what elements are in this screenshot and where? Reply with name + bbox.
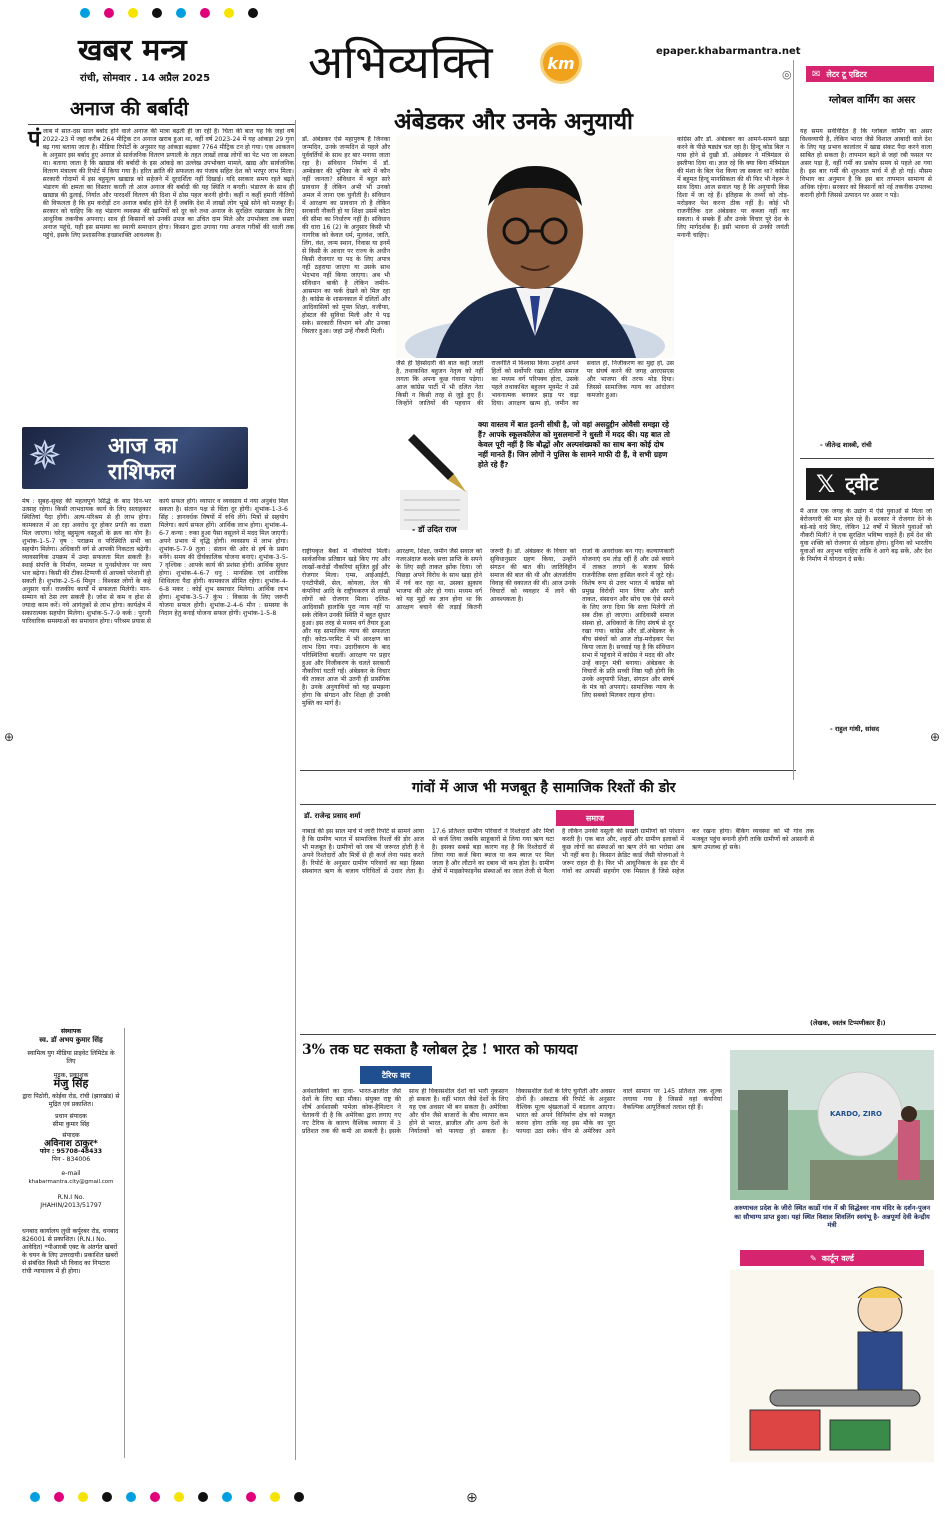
trade-tag-label: टैरिफ वार bbox=[381, 1070, 411, 1080]
ambedkar-col-b: राष्ट्रीयकृत बैंकों में नौकरियां मिलीं। सार्वजनिक प्रतिष्ठान खड़े किए गए और लाखों-करोड़ों नौकरियां सृजित हुईं और रोजगार मिला। एम्स, आईआईटी, एनटीपीसी, सेल, कोयला, तेल की कंपनियां आदि के राष्ट्रीयकरण से लाखों लोगों को रोजगार मिला। दलित-आदिवासी हालांकि पूरा न्याय नहीं पा सके लेकिन उनकी स्थिति में बहुत सुधार हुआ। इस तरह से मध्यम वर्ग तैयार हुआ और यह सामाजिक न्याय की सफलता रही। कोटा-परमिट में भी आरक्षण का लाभ दिया गया। उदारीकरण के बाद परिस्थितियां बदलीं। आरक्षण पर प्रहार हुआ और निजीकरण के चलते सरकारी नौकरियां घटती गईं। अंबेडकर के विचार की ताकत आज भी उतनी ही प्रासंगिक है। उनके अनुयायियों को यह समझना होगा कि संगठन और शिक्षा ही उनकी मुक्ति का मार्ग है। bbox=[302, 548, 390, 707]
fountain-pen-icon bbox=[396, 420, 472, 538]
imprint-chief-editor: सीमा कुमार सिंह bbox=[52, 1121, 90, 1128]
ambedkar-headline: अंबेडकर और उनके अनुयायी bbox=[394, 108, 634, 135]
tweet-body: मैं आज एक जगह के उद्योग में ऐसे युवाओं से मिला जो बेरोजगारी की मार झेल रहे हैं। सरकार ने रोजगार देने के बड़े-बड़े वादे किए, लेकिन 12 वर्षों में कितने युवाओं को नौकरी मिली? वे एक सुरक्षित भविष्य चाहते हैं। हमें देश की युवा शक्ति को रोजगार से जोड़ना होगा। दुनिया को भारतीय युवाओं का अनुभव चाहिए ताकि वे आगे बढ़ सकें, और देश के निर्माण में योगदान दे सकें। bbox=[800, 508, 932, 563]
ambedkar-col-a: डॉ. अंबेडकर ऐसे महापुरुष हैं जिनका जन्मदिन, उनके जन्मदिन से पहले और पूर्ववर्तियों के साथ हर बार मनाया जाता रहा है। संविधान निर्माण में डॉ. अम्बेडकर की भूमिका के बारे में कौन नहीं जानता? संविधान में बहुत सारे प्रावधान हैं लेकिन अभी भी उनको अमल में लाना एक चुनौती है। संविधान में आरक्षण का प्रावधान तो है लेकिन सरकारी नौकरी हो या शिक्षा उसमें कोटा की सीमा का निर्धारण नहीं है। संविधान की धारा 16 (2) के अनुसार किसी भी नागरिक को केवल धर्म, मूलवंश, जाति, लिंग, वंश, जन्म स्थान, निवास या इनमें से किसी के आधार पर राज्य के अधीन किसी रोजगार या पद के लिए अपात्र नहीं ठहराया जाएगा या उसके साथ भेदभाव नहीं किया जाएगा। अब भी संविधान बाकी है लेकिन जमीन-आसमान का फर्क देखने को मिल रहा है। कांग्रेस के शासनकाल में दलितों और आदिवासियों को मुफ्त शिक्षा, वजीफा, होस्टल की सुविधा मिली और ये पढ़ सके। सरकारी विभाग बने और उनका विस्तार हुआ। जहां उन्हें नौकरी मिली। bbox=[302, 136, 390, 335]
epaper-url[interactable]: epaper.khabarmantra.net bbox=[656, 46, 801, 57]
imprint-founder-label: संस्थापक bbox=[60, 1028, 82, 1035]
section-title: अभिव्यक्ति bbox=[308, 35, 493, 89]
cartoon-illustration bbox=[730, 1270, 934, 1462]
ambedkar-col-d: राजों के अवरोधक बन गए। कल्याणकारी योजनाएं दम तोड़ रहीं हैं और उसे बचाने में ताकत लगाने के बजाय सिर्फ राजनीतिक सत्ता हासिल करने में जुटे रहे। विशेष रूप से उत्तर भारत में कांग्रेस को प्रमुख विरोधी मान लिया और सारी ताकत, संसाधन और सोच एक ऐसे सपने के लिए लगा दिया कि सत्ता मिलेगी तो सब ठीक हो जाएगा। आदिवासी समाज संस्था हो, अधिकारों के लिए संघर्ष से दूर रखा गया। कांग्रेस और डॉ.अंबेडकर के बीच संबंधों को आज तोड़-मरोड़कर पेश किया जाता है। सच्चाई यह है कि संविधान सभा में पहुंचाने में कांग्रेस ने मदद की और उन्हें कानून मंत्री बनाया। अंबेडकर के विचारों के प्रति सच्ची निष्ठा यही होगी कि उनके अनुयायी शिक्षा, संगठन और संघर्ष के मंत्र को अपनाएं। सामाजिक न्याय के लिए सबको मिलकर लड़ना होगा। bbox=[582, 548, 674, 699]
editorial-drop-cap: पं bbox=[28, 126, 41, 152]
cartoon-banner bbox=[740, 1250, 924, 1266]
letter-sign: - जीतेन्द्र शास्त्री, रांची bbox=[820, 441, 872, 449]
dateline: रांची, सोमवार . 14 अप्रैल 2025 bbox=[80, 73, 211, 84]
village-tag bbox=[556, 810, 634, 826]
letter-body: यह समय सर्वविदित है कि ग्लोबल वार्मिंग का असर विश्वव्यापी है, लेकिन भारत जैसे विशाल आबादी वाले देश के लिए यह प्रभाव कालांतर में खाद्य संकट पैदा करने वाला साबित हो सकता है। तापमान बढ़ने से जहां रबी फसल पर असर पड़ा है, वहीं गर्मी का प्रकोप समय से पहले आ गया है। इस बार गर्मी की शुरुआत मार्च में ही हो गई। मौसम विभाग का अनुमान है कि इस बार तापमान सामान्य से अधिक रहेगा। सरकार को किसानों को नई तकनीक उपलब्ध करानी होगी जिससे उत्पादन पर असर न पड़े। bbox=[800, 128, 932, 199]
trade-body: अर्थशास्त्रियों का दावा- भारत-ब्राजील जैसे देशों के लिए बड़ा मौका। संयुक्त राष्ट्र की शीर्ष अर्थशास्त्री पामेला कोक-हैमिल्टन ने चेतावनी दी है कि अमेरिका द्वारा लगाए गए नए टैरिफ के कारण वैश्विक व्यापार में 3 प्रतिशत तक की कमी आ सकती है। इसके साथ ही विकासशील देशों को भारी नुकसान हो सकता है। वहीं भारत जैसे देशों के लिए यह एक अवसर भी बन सकता है। अमेरिका और चीन जैसे बाजारों के बीच व्यापार कम होने से भारत, ब्राजील और अन्य देशों के निर्यातकों को फायदा हो सकता है। विकासशील देशों के लिए चुनौती और अवसर दोनों हैं। अंकटाड की रिपोर्ट के अनुसार वैश्विक मूल्य श्रृंखलाओं में बदलाव आएगा। भारत को अपने विनिर्माण क्षेत्र को मजबूत करना होगा ताकि वह इस मौके का पूरा फायदा उठा सके। चीन से अमेरिका आने वाले सामान पर 145 प्रतिशत तक शुल्क लगाया गया है जिससे वहां कंपनियां वैकल्पिक आपूर्तिकर्ता तलाश रही हैं। bbox=[302, 1088, 722, 1135]
ambedkar-col-f: कांग्रेस और डॉ. अंबेडकर का आमने-सामने खड़ा करने के पीछे षड्यंत्र चल रहा है। हिन्दू कोड बिल न पास होने से दुखी डॉ. अंबेडकर ने मंत्रिमंडल से इस्तीफा दिया था। ज्ञात रहे कि क्या बिना मंत्रिमंडल की मंशा के बिल पेश किया जा सकता था? कांग्रेस में बहुमत हिन्दू मानसिकता की थी फिर भी नेहरू ने साथ दिया। आज सवाल यह है कि अनुयायी किस दिशा में जा रहे हैं। इतिहास के तथ्यों को तोड़-मरोड़कर पेश करना ठीक नहीं है। कोई भी राजनीतिक दल अंबेडकर पर कब्जा नहीं कर सकता। वे सबके हैं और उनके विचार पूरे देश के लिए मार्गदर्शक हैं। इसी भावना से उनकी जयंती मनानी चाहिए। bbox=[677, 136, 789, 239]
village-sign: (लेखक, स्वतंत्र टिप्पणीकार हैं।) bbox=[810, 1019, 886, 1027]
site-logo bbox=[540, 42, 582, 84]
village-byline: डॉ. राजेन्द्र प्रसाद शर्मा bbox=[304, 812, 361, 820]
ambedkar-portrait-art bbox=[396, 136, 674, 358]
village-body: नाबार्ड की इस साल मार्च में जारी रिपोर्ट से सामने आया है कि ग्रामीण भारत में सामाजिक रिश्तों की डोर आज भी मजबूत है। ग्रामीणों को जब भी जरूरत होती है वे अपने रिश्तेदारों और मित्रों से ही कर्ज लेना पसंद करते हैं। रिपोर्ट के अनुसार ग्रामीण परिवारों का बड़ा हिस्सा संस्थागत ऋण के बजाय परिचितों से उधार लेता है। 17.6 प्रतिशत ग्रामीण परिवारों ने रिश्तेदारों और मित्रों से कर्ज लिया जबकि साहूकारों से लिया गया ऋण घटा है। इसका सबसे बड़ा कारण यह है कि रिश्तेदारों से लिया गया कर्ज बिना ब्याज या कम ब्याज पर मिल जाता है और लौटाने का दबाव भी कम होता है। ग्रामीण क्षेत्रों में माइक्रोफाइनेंस संस्थाओं का जाल तेजी से फैला है लेकिन उनकी वसूली की सख्ती ग्रामीणों को परेशान करती है। एक बात और, शहरों और ग्रामीण इलाकों में कुछ लोगों का संस्थाओं का ऋण लेने का भरोसा अब भी नहीं बना है। किसान क्रेडिट कार्ड जैसी योजनाओं ने जरूर राहत दी है। फिर भी आधुनिकता के इस दौर में गांवों का आपसी सहयोग एक मिसाल है जिसे सहेज कर रखना होगा। बैंकिंग व्यवस्था को भी गांव तक मजबूत पहुंच बनानी होगी ताकि ग्रामीणों को आसानी से ऋण उपलब्ध हो सके। bbox=[302, 828, 814, 875]
imprint-rni-no: JHAHIN/2013/51797 bbox=[40, 1202, 102, 1209]
temple-photo-art bbox=[730, 1050, 934, 1200]
editorial-title: अनाज की बर्बादी bbox=[70, 98, 189, 120]
editorial-block bbox=[28, 128, 294, 416]
logo-letters: km bbox=[547, 53, 575, 73]
imprint-phone: फोन : 95708-48433 bbox=[39, 1148, 103, 1155]
imprint-note: धनबाद कार्यालय लुधी कर्पूरबर रोड, धनबाद 826001 से प्रकाशित। (R.N.I No. आवेदित) *पीआरबी एक्ट के अंतर्गत खबरों के चयन के लिए उत्तरदायी। प्रकाशित खबरों से संबंधित किसी भी विवाद का निपटारा रांची न्यायालय में ही होगा। bbox=[22, 1228, 119, 1275]
rashifal-title: आज का राशिफल bbox=[108, 433, 178, 485]
ambedkar-pullquote: क्या वास्तव में बात इतनी सीधी है, जो वहां असदुद्दीन ओवैसी समझा रहे हैं? आपके स्कूलकॉलेज को मुसलमानों ने धुस्ती में मदद की। यह बात तो केवल पूरी नहीं है कि बौद्धों और अल्पसंख्यकों का साथ बना कोई दोष नहीं मानते हैं। जिन लोगों ने पुलिस के सामने माफी दी हैं, वे सभी ग्रहण होते रहे हैं? bbox=[478, 420, 670, 469]
pen-illustration bbox=[396, 420, 472, 538]
imprint-box bbox=[22, 1028, 120, 1458]
village-headline: गांवों में आज भी मजबूत है सामाजिक रिश्तों की डोर bbox=[412, 780, 676, 796]
ambedkar-portrait bbox=[396, 136, 674, 358]
cartoon-icon: ✎ bbox=[810, 1253, 817, 1263]
rashifal-banner bbox=[22, 427, 248, 489]
cartoon-art bbox=[730, 1270, 934, 1462]
editorial-body: जाब में सात-दस साल बर्बाद होने वाले अनाज की मात्रा बढ़ती ही जा रही है। चिंता की बात यह कि जहां वर्ष 2022-23 में जहां करीब 264 मीट्रिक टन अनाज खराब हुआ था, वहीं वर्ष 2023-24 में यह आंकड़ा 29 गुना बढ़ गया बताया जाता है। मीडिया रिपोर्टों के अनुसार यह आंकड़ा बढ़कर 7764 मीट्रिक टन हो गया। एक आकलन के अनुसार इस बर्बाद हुए अनाज से सार्वजनिक वितरण प्रणाली के तहत लाखों लाख लोगों का पेट भरा जा सकता था। बताया जाता है कि खाद्यान्न की बर्बादी के इस आंकड़े का उल्लेख उपभोक्ता मामले, खाद्य और सार्वजनिक वितरण मंत्रालय की रिपोर्ट में किया गया है। हरित क्रांति की सफलता का पंजाब सहित देश को भरपूर लाभ मिला। सरकारी गोदामों में इस बहुमूल्य खाद्यान्न को सहेजने में दूरदर्शिता नहीं दिखाई। यदि सरकार समय रहते बढ़ते भंडारण की क्षमता का विस्तार करती तो आज अनाज की बर्बादी की यह स्थिति न बनती। भंडारण के साथ ही खाद्यान्न की ढुलाई, निर्यात और पारदर्शी वितरण की दिशा में ठोस पहल करनी होगी। कहीं न कहीं हमारी नीतियों की विफलता है कि हम करोड़ों टन अनाज बर्बाद होने देते हैं जबकि देश में लाखों लोग भूखे सोने को मजबूर हैं। सरकार को चाहिए कि वह भंडारण व्यवस्था की खामियों को दूर करे तथा अनाज के सुरक्षित रखरखाव के लिए आधुनिक तकनीक अपनाए। साथ ही किसानों को उनकी उपज का उचित दाम मिले और उपभोक्ता तक सस्ता अनाज पहुंचे, यही इस समस्या का स्थायी समाधान होगा। किसान द्वारा उगाया गया अनाज गरीबों की थाली तक पहुंचे, इसके लिए प्रशासनिक इच्छाशक्ति आवश्यक है। bbox=[42, 128, 294, 239]
tweet-banner bbox=[806, 468, 934, 500]
letters-banner-label: लेटर टू एडिटर bbox=[826, 69, 867, 79]
tweet-sign: - राहुल गांधी, सांसद bbox=[830, 725, 880, 733]
imprint-editor: अविनाश ठाकुर* bbox=[44, 1139, 98, 1149]
imprint-rni: R.N.I No. bbox=[57, 1194, 85, 1201]
village-body-continued bbox=[818, 812, 934, 1012]
imprint-chief-editor-label: प्रधान संपादक bbox=[55, 1113, 87, 1120]
imprint-email[interactable]: khabarmantra.city@gmail.com bbox=[28, 1179, 114, 1185]
imprint-email-label: e-mail bbox=[61, 1170, 81, 1177]
paper-name: खबर मन्त्र bbox=[78, 33, 187, 68]
color-bar-top bbox=[80, 8, 860, 18]
rashifal-body: मेष : सुबह-सुबह की महत्वपूर्ण सिद्धि के बाद दिन-भर उत्साह रहेगा। किसी लाभदायक कार्य के लिए सलाहकार स्थितियां पैदा होंगी। अल्प-परिश्रम से ही लाभ होगा। कामकाज में आ रहा अवरोध दूर होकर प्रगति का रास्ता मिल जाएगा। घरेलू बहुमूल्य वस्तुओं के क्रय का योग है। शुभांक-1-5-7 वृष : पराक्रम व परिस्थिति सभी का सहयोग मिलेगा। अधिकारी वर्ग से आपकी निकटता बढ़ेगी। व्यावसायिक उपक्रम में उम्दा सफलता मिल सकती है। स्थाई संपत्ति के निर्माण, मरम्मत व पुनर्संयोजन पर व्यय भार बढ़ेगा। किसी की टीका-टिप्पणी से आपको परेशानी हो सकती है। शुभांक-2-5-6 मिथुन : विश्वस्त लोगों के कहे अनुसार चलें। राजकीय कार्यों में सफलता मिलेगी। मान-सम्मान को ठेस लग सकती है। जोश से कम व होश से ज्यादा काम करें। नये आगंतुकों से लाभ होगा। कार्यक्षेत्र में सकारात्मक सहयोग मिलेगा। शुभांक-5-7-9 कर्क : पुरानी पारिवारिक समस्याओं का समाधान होगा। परिश्रम प्रयास से कार्य सफल होंगे। व्यापार व व्यवसाय में नया अनुबंध मिल सकता है। संतान पक्ष से चिंता दूर होगी। शुभांक-1-3-6 सिंह : ज्ञानवर्धक विषयों में रुचि लेंगे। मित्रों से सहयोग मिलेगा। कार्य सफल होंगे। आर्थिक लाभ होगा। शुभांक-4-6-7 कन्या : रुका हुआ पैसा वसूलने में मदद मिल जाएगी। अपने प्रभाव में वृद्धि होगी। व्यवसाय में लाभ होगा। शुभांक-5-7-9 तुला : संतान की ओर से हर्ष के प्रसंग बनेंगे। समय की दीर्घकालिक योजना बनाएं। शुभांक-3-5-7 वृश्चिक : आपके कार्य की प्रशंसा होगी। आर्थिक सुधार होगा। शुभांक-4-6-7 धनु : मानसिक एवं शारीरिक शिथिलता पैदा होगी। कामकाज सीमित रहेगा। शुभांक-4-6-8 मकर : कोई शुभ समाचार मिलेगा। आर्थिक लाभ होगा। शुभांक-3-5-7 कुंभ : विकास के लिए जरूरी योजना सफल होगी। शुभांक-2-4-6 मीन : समस्या के निदान हेतु बनाई योजना सफल होगी। शुभांक-1-5-8 bbox=[22, 498, 288, 625]
rashifal-body-continued bbox=[128, 1028, 288, 1458]
imprint-owner: स्वामित्व युग मीडिया प्राइवेट लिमिटेड के लिए bbox=[27, 1050, 115, 1065]
registration-mark-left: ⊕ bbox=[4, 730, 15, 744]
registration-mark-right: ⊕ bbox=[930, 730, 941, 744]
ambedkar-col-c: जैसे ही हिस्सेदारी की बात कही जाती है, तथाकथित बहुजन नेतृत्व को नहीं लगता कि अपना कुछ गंवाना पड़ेगा। आज कांग्रेस पार्टी में भी दलित नेता किसी न किसी तरह से जुड़े हुए हैं। जिन्होंने जातियों की पहचान की राजनीति में विश्वास किया उन्होंने अपने हितों को सर्वोपरि रखा। दलित समाज का मध्यम वर्ग परिपक्व होता, उसके पहले तथाकथित बहुजन मूवमेंट ने उसे भावनात्मक बनाकर झाड़ पर चढ़ा दिया। आरक्षण खत्म हो, जमीन का सवाल हो, निजीकरण का मुद्दा हो, उस पर संघर्ष करने की जगह आरएसएस और भाजपा की तरफ मोड़ दिया। जिससे सामाजिक न्याय का आंदोलन कमजोर हुआ। bbox=[396, 360, 674, 407]
photo-caption: अरुणाचल प्रदेश के जीरो स्थित कार्डो गांव में श्री सिद्धेश्वर नाथ मंदिर के दर्शन-पूजन का सौभाग्य प्राप्त हुआ। यहां स्थित विशाल शिवलिंग स्वयंभू है- अन्नपूर्णा देवी केन्द्रीय मंत्री bbox=[733, 1204, 931, 1229]
trade-tag bbox=[360, 1066, 432, 1084]
village-tag-label: समाज bbox=[585, 813, 605, 823]
temple-photo bbox=[730, 1050, 934, 1200]
letter-title: ग्लोबल वार्मिंग का असर bbox=[828, 95, 916, 106]
imprint-editor-label: संपादक bbox=[62, 1132, 80, 1139]
letters-banner bbox=[806, 66, 934, 82]
imprint-founder: स्व. डॉ अभय कुमार सिंह bbox=[39, 1036, 103, 1044]
trade-headline: 3% तक घट सकता है ग्लोबल ट्रेड ! भारत को फायदा bbox=[302, 1042, 578, 1058]
mail-icon: ✉ bbox=[812, 68, 821, 80]
tweet-banner-label: ट्वीट bbox=[845, 474, 879, 495]
zodiac-wheel-icon: ✵ bbox=[28, 433, 62, 479]
temple-sign-text: KARDO, ZIRO bbox=[830, 1110, 882, 1118]
color-bar-bottom bbox=[30, 1492, 910, 1502]
imprint-address: द्वारा पिठोरी, कोईवा रोड, रांची (झारखंड) से मुद्रित एवं प्रकाशित। bbox=[22, 1093, 120, 1108]
ambedkar-byline: - डॉ उदित राज bbox=[412, 525, 457, 534]
x-logo-icon: 𝕏 bbox=[816, 470, 836, 498]
cartoon-banner-label: कार्टून वर्ल्ड bbox=[821, 1253, 854, 1263]
registration-mark-bottom: ⊕ bbox=[466, 1490, 478, 1506]
ambedkar-col-e: आरक्षण, शिक्षा, जमीन जैसे सवाल को नजरअंदाज करके सत्ता प्राप्ति के सपने के लिए सही ताकत झोंक दिया। जो पिछड़ा अपने विरोध के साथ खड़ा होने में गर्व कर रहा था, उसका झुकाव भाजपा की ओर हो गया। मध्यम वर्ग को यह मुद्दों का ज्ञान होना था कि आरक्षण बचाने की लड़ाई कितनी जरूरी है। डॉ. अंबेडकर के विचार को सुविधानुसार ग्रहण किया, उन्होंने संगठन की बात की। जातिविहीन समाज की बात की थी और अंतर्जातीय विवाह की वकालत की थी। आज उनके विचारों को व्यवहार में लाने की आवश्यकता है। bbox=[396, 548, 576, 611]
social-icon: ◎ bbox=[782, 68, 792, 81]
imprint-printer: मंजु सिंह bbox=[53, 1077, 89, 1090]
imprint-printer-label: मुद्रक, प्रकाशक bbox=[53, 1072, 89, 1079]
imprint-pin: पिन - 834006 bbox=[51, 1156, 91, 1163]
